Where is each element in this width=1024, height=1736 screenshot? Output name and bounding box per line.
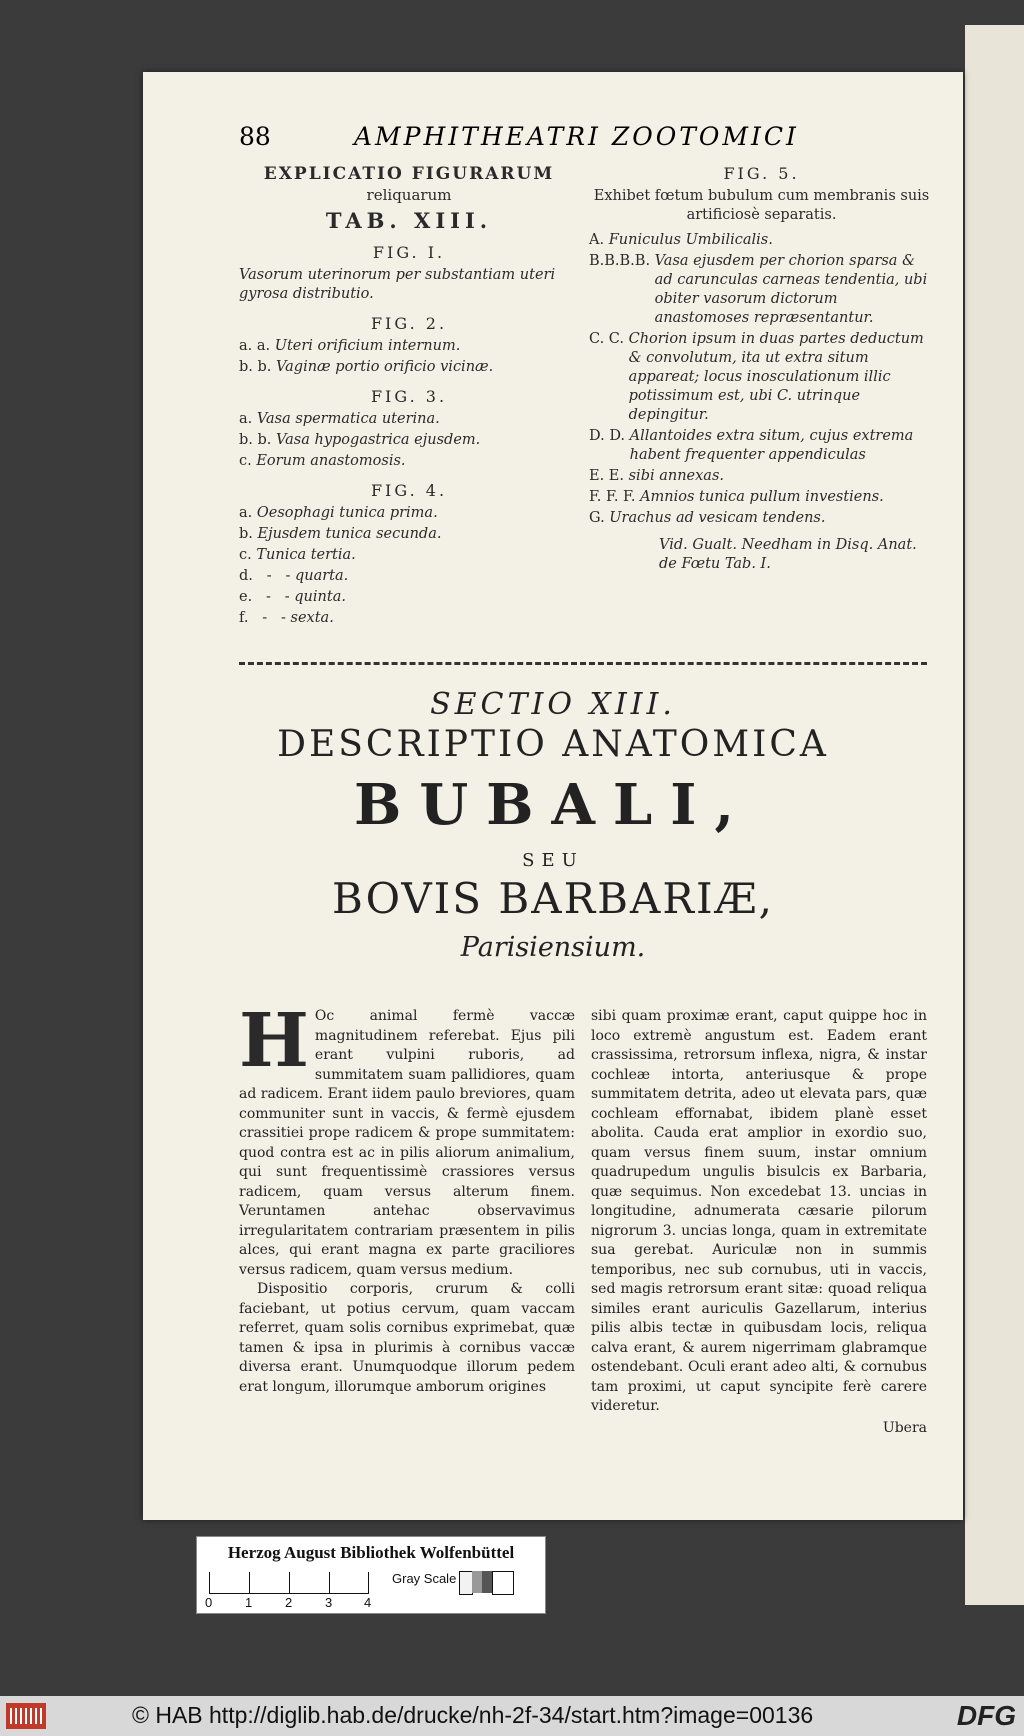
list-item: D. D. Allantoides extra situm, cujus extrema habent frequenter appendiculas (589, 428, 914, 463)
list-item: a. Oesophagi tunica prima. (239, 505, 438, 521)
gray-swatch (482, 1571, 492, 1593)
section-number: SECTIO XIII. (430, 687, 676, 722)
list-item: C. C. Chorion ipsum in duas partes deductum & convolutum, ita ut extra situm appareat; locus inosculationum illic potissimum est, ubi C. utrinque depingitur. (589, 331, 924, 423)
body-paragraph: Dispositio corporis, crurum & colli faciebant, ut potius cervum, quam vaccam referret, quam solis cornibus exprimebat, quæ tamen & ipsa in plurimis à cornibus vaccæ diversa erant. Unumquodque illorum pedem erat longum, illorumque amborum origines (239, 1281, 575, 1395)
list-item: b. b. Vaginæ portio orificio vicinæ. (239, 359, 494, 375)
library-color-chart: Herzog August Bibliothek Wolfenbüttel 0 1 2 3 4 Gray Scale (196, 1536, 546, 1614)
list-item: b. b. Vasa hypogastrica ejusdem. (239, 432, 481, 448)
list-item: B.B.B.B. Vasa ejusdem per chorion sparsa & ad carunculas carneas tendentia, ubi obiter vasorum dictorum anastomoses repræsentantur. (589, 253, 928, 326)
running-head (239, 122, 919, 156)
tab-heading: TAB. XIII. (325, 208, 493, 233)
list-item: f. - - sexta. (239, 610, 334, 626)
catchword: Ubera (882, 1419, 927, 1436)
gray-swatch (459, 1571, 473, 1595)
explicatio-heading: EXPLICATIO FIGURARUM (263, 164, 555, 184)
left-column (239, 160, 579, 630)
gray-scale-label: Gray Scale (392, 1571, 457, 1586)
list-item: c. Tunica tertia. (239, 547, 356, 563)
page-number: 88 (239, 122, 271, 151)
list-item: c. Eorum anastomosis. (239, 453, 406, 469)
footer-bar (0, 1696, 1024, 1736)
list-item: G. Urachus ad vesicam tendens. (589, 510, 826, 526)
book-page (143, 72, 963, 1520)
hab-logo-icon (6, 1703, 46, 1729)
section-subject-alt: BOVIS BARBARIÆ, (331, 874, 774, 923)
right-column (589, 160, 934, 574)
gray-swatch (472, 1571, 482, 1593)
running-title: AMPHITHEATRI ZOOTOMICI (354, 122, 799, 151)
section-title: DESCRIPTIO ANATOMICA (277, 724, 829, 765)
list-item: F. F. F. Amnios tunica pullum investiens. (589, 489, 884, 505)
list-item: A. Funiculus Umbilicalis. (589, 232, 773, 248)
drop-capital: H (239, 998, 309, 1084)
section-subject: BUBALI, (353, 772, 752, 838)
list-item: E. E. sibi annexas. (589, 468, 724, 484)
list-item: a. Vasa spermatica uterina. (239, 411, 440, 427)
section-seu: SEU (522, 850, 584, 871)
fig5-title: FIG. 5. (723, 164, 800, 183)
fig3-title: FIG. 3. (370, 387, 448, 406)
fig4-title: FIG. 4. (370, 481, 448, 500)
gray-swatch (492, 1571, 514, 1595)
list-item: e. - - quinta. (239, 589, 346, 605)
fig1-title: FIG. I. (372, 243, 446, 262)
fig2-title: FIG. 2. (370, 314, 448, 333)
library-name: Herzog August Bibliothek Wolfenbüttel (227, 1543, 515, 1562)
section-parisiensium: Parisiensium. (460, 932, 646, 963)
body-paragraph: Oc animal fermè vaccæ magnitudinem referebat. Ejus pili erant vulpini ruboris, ad summitatem suam pallidiores, quam ad radicem. Erant iidem paulo breviores, quam communiter sunt in vaccis, & fermè ejusdem crassitiei prope radicem & prope summitatem: quod contra est ac in pilis aliorum animalium, qui sunt frequentissimè crassiores versus radicem, quam versus alterum finem. Veruntamen antehac observavimus irregularitatem contrariam præsentem in pilis alces, qui erant magna ex parte graciliores versus radicem, quam versus medium. (239, 1008, 575, 1278)
list-item: d. - - quarta. (239, 568, 349, 584)
list-item: a. a. Uteri orificium internum. (239, 338, 461, 354)
divider-rule (239, 662, 927, 665)
body-paragraph: sibi quam proximæ erant, caput quippe hoc in loco extremè angustum est. Eadem erant crassissima, retrorsum inflexa, nigra, & instar cochleæ intorta, anteriusque & prope summitatem detrita, adeo ut elevata pars, quæ cochleam effornabat, ibidem planè esset abolita. Cauda erat amplior in exordio suo, quam versus finem suum, instar omnium quadrupedum ungulis bisulcis ex Barbaria, quæ sequimus. Non excedebat 13. uncias in longitudine, adnumerata cæsarie pilorum nigrorum 3. uncias longa, quam in extremitate sua gerebat. Auriculæ non in summis temporibus, nec sub cornubus, uti in vaccis, sed magis retrorsum erant sitæ: quoad reliqua similes erant auriculis Gazellarum, interius pilis albis tectæ in quibusdam locis, reliqua calva erant, & aurem nigerrimam glabramque ostendebant. Oculi erant adeo alti, & cornubus tam proximi, ut caput syncipite ferè carere videretur. (591, 1008, 927, 1414)
copyright-link[interactable]: © HAB http://diglib.hab.de/drucke/nh-2f-34/start.htm?image=00136 (132, 1702, 814, 1728)
body-left-column (239, 998, 575, 1397)
reliquarum: reliquarum (366, 186, 452, 204)
fig1-text: Vasorum uterinorum per substantiam uteri gyrosa distributio. (239, 267, 556, 302)
list-item: b. Ejusdem tunica secunda. (239, 526, 442, 542)
scale-ruler (209, 1571, 369, 1594)
dfg-logo: DFG (956, 1700, 1016, 1731)
citation: Vid. Gualt. Needham in Disq. Anat. de Fœtu Tab. I. (659, 537, 917, 572)
body-right-column (591, 1007, 927, 1438)
facing-page-edge (965, 25, 1024, 1605)
fig5-intro: Exhibet fœtum bubulum cum membranis suis artificiosè separatis. (593, 188, 930, 223)
